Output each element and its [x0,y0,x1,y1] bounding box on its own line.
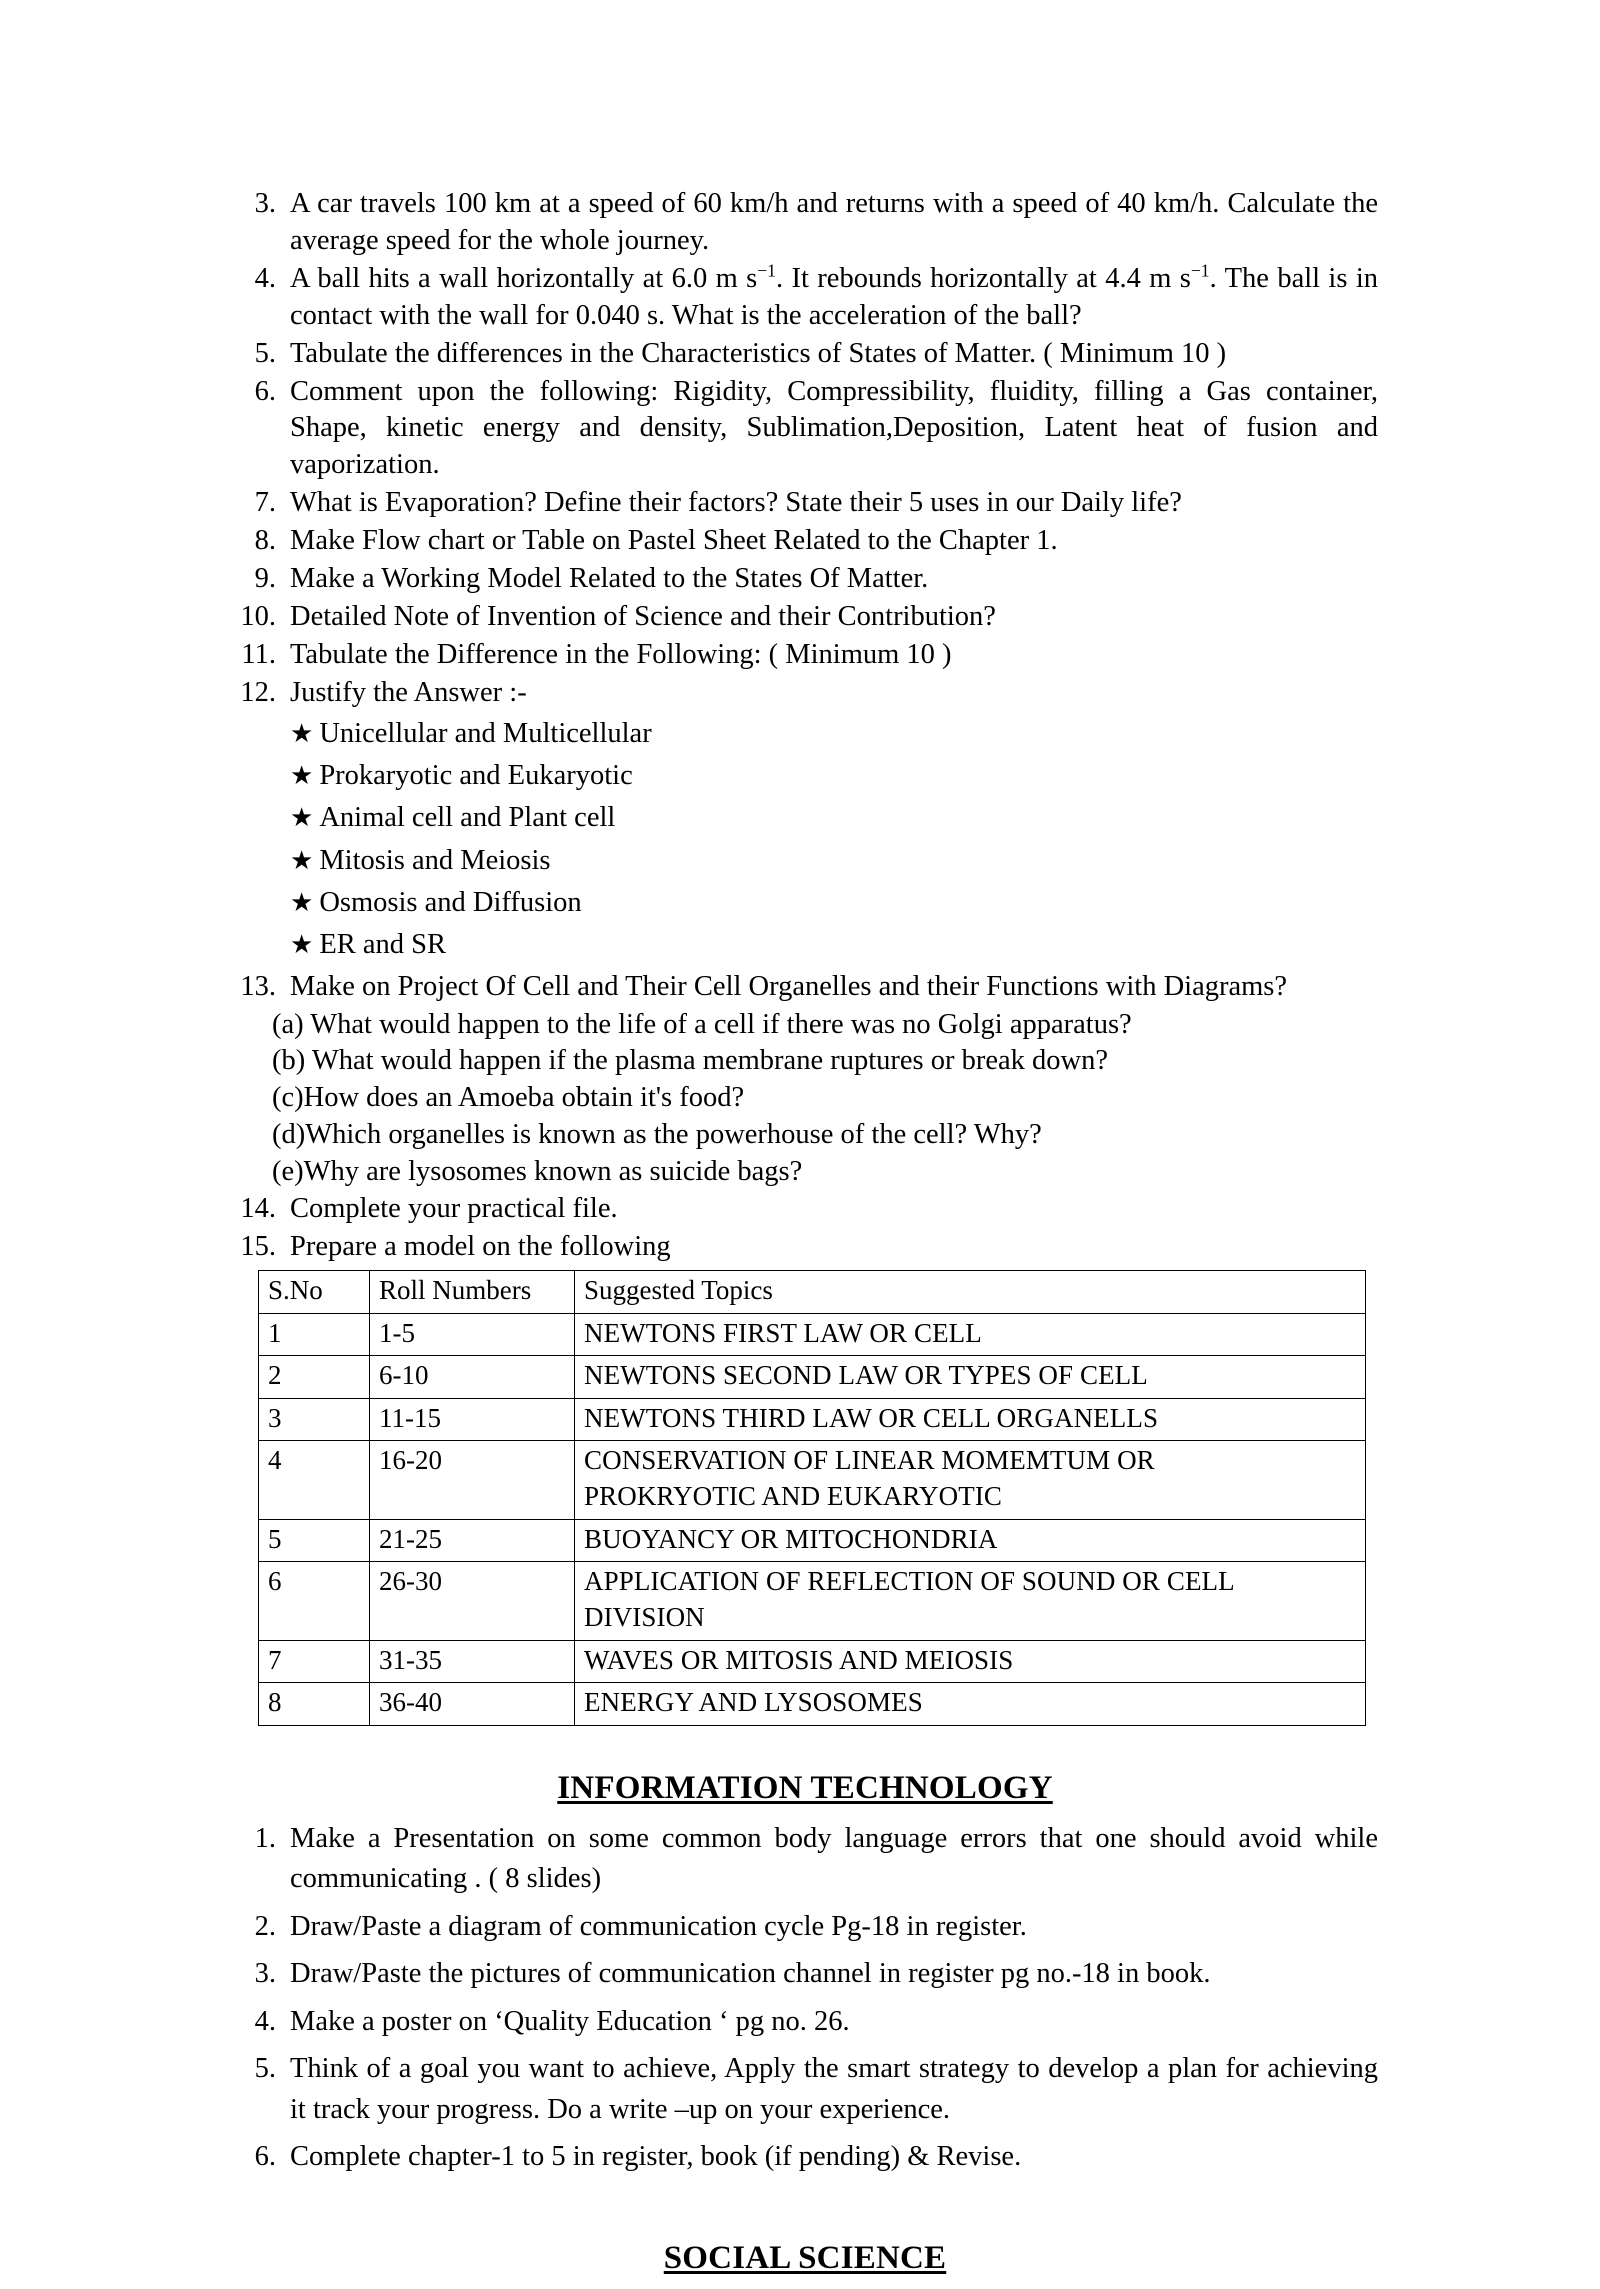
list-item-line: . The ball is in [1209,262,1378,294]
cell-topic [575,1562,1366,1640]
list-item-line: the average speed for the whole journey. [290,188,1378,256]
list-item-text [290,1823,1378,1894]
list-item [232,261,1378,335]
list-item-line: contact with the wall for 0.040 s. What is the acceleration of the ball? [290,299,1082,331]
list-item-number: 4. [254,262,276,294]
cell-sno: 4 [259,1441,370,1519]
cell-roll: 11-15 [370,1398,575,1441]
cell-topic: NEWTONS FIRST LAW OR CELL [575,1313,1366,1356]
star-icon: ★ [290,888,314,917]
star-item-label: Unicellular and Multicellular [319,717,652,749]
cell-sno: 3 [259,1398,370,1441]
list-item-text [290,376,1378,481]
column-header-suggested-topics: Suggested Topics [575,1270,1366,1313]
cell-roll: 1-5 [370,1313,575,1356]
list-item [232,1954,1378,1994]
list-item-number: 1. [254,1822,276,1854]
list-item [232,1907,1378,1947]
cell-roll: 31-35 [370,1640,575,1683]
list-item-line: Shape, kinetic energy and density, Sublimation,Deposition, Latent heat of fusion and [290,412,1378,444]
list-item-number: 14. [240,1193,276,1225]
science-question-list-continued [232,969,1378,1006]
list-item-text [290,2053,1378,2124]
section-heading-information-technology [232,1770,1378,1807]
list-item [232,1229,1378,1266]
list-item [232,2137,1378,2177]
suggested-topics-table [258,1270,1366,1726]
list-item-number: 15. [240,1231,276,1262]
superscript-exponent: −1 [757,260,777,281]
list-item [290,799,1378,836]
list-item-number: 8. [254,525,276,557]
cell-roll: 36-40 [370,1683,575,1726]
cell-sno: 5 [259,1519,370,1562]
cell-roll: 6-10 [370,1356,575,1399]
list-item [232,2002,1378,2042]
list-item-text: Make a Working Model Related to the States Of Matter. [290,563,929,595]
list-item-number: 7. [254,487,276,519]
list-item [232,675,1378,712]
list-item [290,715,1378,752]
table-row [259,1562,1366,1640]
cell-topic: ENERGY AND LYSOSOMES [575,1683,1366,1726]
cell-topic-line: PROKRYOTIC AND EUKARYOTIC [584,1481,1003,1512]
list-item: (c)How does an Amoeba obtain it's food? [272,1082,745,1114]
cell-sno: 8 [259,1683,370,1726]
page-content [232,186,1378,2289]
list-item-number: 2. [254,1910,276,1942]
list-item-line: vaporization. [290,449,440,481]
list-item-number: 11. [241,638,276,670]
list-item [232,599,1378,636]
list-item-text [290,188,1378,256]
cell-topic-line: CONSERVATION OF LINEAR MOMEMTUM OR [584,1445,1155,1476]
list-item: (e)Why are lysosomes known as suicide bags? [272,1156,803,1188]
list-item [232,1191,1378,1228]
star-item-label: Mitosis and Meiosis [319,844,551,876]
list-item-text: What is Evaporation? Define their factors? State their 5 uses in our Daily life? [290,487,1182,519]
list-item: (a) What would happen to the life of a cell if there was no Golgi apparatus? [272,1008,1132,1040]
list-item-text: Make on Project Of Cell and Their Cell Organelles and their Functions with Diagrams? [290,970,1288,1002]
list-item-text: Detailed Note of Invention of Science and their Contribution? [290,600,996,632]
star-item-label: Animal cell and Plant cell [319,802,616,834]
table-row [259,1683,1366,1726]
cell-topic-line: DIVISION [584,1601,705,1632]
list-item-number: 12. [240,676,276,708]
table-row [259,1640,1366,1683]
table-row [259,1519,1366,1562]
section-heading-social-science [232,2240,1378,2277]
star-icon: ★ [290,761,314,791]
list-item [290,884,1378,921]
list-item-text: Prepare a model on the following [290,1231,671,1262]
cell-sno: 7 [259,1640,370,1683]
cell-sno: 6 [259,1562,370,1640]
list-item-line: Think of a goal you want to achieve, Apply the smart strategy to develop a plan for achieving it track [290,2053,1378,2125]
star-item-label: Prokaryotic and Eukaryotic [319,760,633,792]
list-item-number: 10. [240,600,276,632]
list-item [232,2049,1378,2130]
list-item-text: Complete chapter-1 to 5 in register, book (if pending) & Revise. [290,2141,1022,2173]
list-item-number: 3. [254,1958,276,1990]
star-icon: ★ [290,845,314,875]
cell-topic: BUOYANCY OR MITOCHONDRIA [575,1519,1366,1562]
list-item [232,523,1378,560]
list-item-text: Make a poster on ‘Quality Education ‘ pg no. 26. [290,2005,850,2037]
column-header-sno: S.No [259,1270,370,1313]
list-item-number: 6. [254,375,276,407]
information-technology-list [232,1819,1378,2178]
science-question-list-tail [232,1191,1378,1266]
list-item-number: 5. [254,337,276,369]
list-item-text: Draw/Paste a diagram of communication cycle Pg-18 in register. [290,1910,1027,1942]
list-item-text: Draw/Paste the pictures of communication channel in register pg no.-18 in book. [290,1958,1211,1990]
list-item-line: A car travels 100 km at a speed of 60 km/h and returns with a speed of 40 km/h. Calculate [290,188,1336,219]
list-item [232,969,1378,1006]
list-item-number: 5. [254,2053,276,2085]
list-item [290,757,1378,794]
list-item [232,1819,1378,1900]
list-item [232,336,1378,373]
list-item-number: 6. [254,2141,276,2173]
cell-topic [575,1441,1366,1519]
list-item: (d)Which organelles is known as the powerhouse of the cell? Why? [272,1119,1042,1151]
list-item-text [290,260,1378,331]
list-item-number: 13. [240,970,276,1002]
list-item-line: A ball hits a wall horizontally at 6.0 m s [290,262,758,294]
star-item-label: ER and SR [319,929,446,961]
cell-roll: 16-20 [370,1441,575,1519]
list-item [232,561,1378,598]
section-heading-text: INFORMATION TECHNOLOGY [557,1769,1053,1806]
star-item-label: Osmosis and Diffusion [319,887,582,918]
table-row [259,1313,1366,1356]
justify-answer-sublist [232,1007,1378,1192]
table-header-row [259,1270,1366,1313]
list-item-line: Make a Presentation on some common body language errors that one should avoid while [290,1822,1378,1854]
cell-topic: NEWTONS SECOND LAW OR TYPES OF CELL [575,1356,1366,1399]
column-header-roll-numbers: Roll Numbers [370,1270,575,1313]
list-item [290,842,1378,879]
list-item-text: Justify the Answer :- [290,676,527,708]
cell-roll: 21-25 [370,1519,575,1562]
superscript-exponent: −1 [1190,260,1210,281]
science-question-list [232,186,1378,712]
cell-sno: 1 [259,1313,370,1356]
list-item: (b) What would happen if the plasma membrane ruptures or break down? [272,1045,1108,1077]
list-item-line: Comment upon the following: Rigidity, Compressibility, fluidity, filling a Gas container, [290,375,1378,407]
cell-topic-line: APPLICATION OF REFLECTION OF SOUND OR CELL [584,1566,1235,1597]
star-icon: ★ [290,803,314,833]
table-row [259,1398,1366,1441]
difference-topics-star-list [232,715,1378,964]
star-icon: ★ [290,930,314,960]
list-item [232,374,1378,485]
list-item [232,637,1378,674]
list-item-line: communicating . ( 8 slides) [290,1863,602,1895]
list-item-line: your progress. Do a write –up on your experience. [377,2093,951,2125]
topics-table-wrapper [258,1270,1378,1726]
cell-roll: 26-30 [370,1562,575,1640]
list-item [232,186,1378,260]
list-item-text: Complete your practical file. [290,1193,618,1225]
list-item-number: 3. [254,188,276,219]
list-item-text: Make Flow chart or Table on Pastel Sheet Related to the Chapter 1. [290,525,1058,557]
table-row [259,1441,1366,1519]
list-item-number: 4. [254,2005,276,2037]
list-item [232,485,1378,522]
list-item-line: . It rebounds horizontally at 4.4 m s [776,262,1191,294]
table-row [259,1356,1366,1399]
list-item-text: Tabulate the Difference in the Following: ( Minimum 10 ) [290,638,952,670]
section-heading-text: SOCIAL SCIENCE [663,2239,947,2276]
list-item-number: 9. [254,563,276,595]
star-icon: ★ [290,718,314,748]
list-item-text: Tabulate the differences in the Characteristics of States of Matter. ( Minimum 10 ) [290,337,1227,369]
cell-sno: 2 [259,1356,370,1399]
cell-topic: NEWTONS THIRD LAW OR CELL ORGANELLS [575,1398,1366,1441]
list-item [290,926,1378,963]
cell-topic: WAVES OR MITOSIS AND MEIOSIS [575,1640,1366,1683]
